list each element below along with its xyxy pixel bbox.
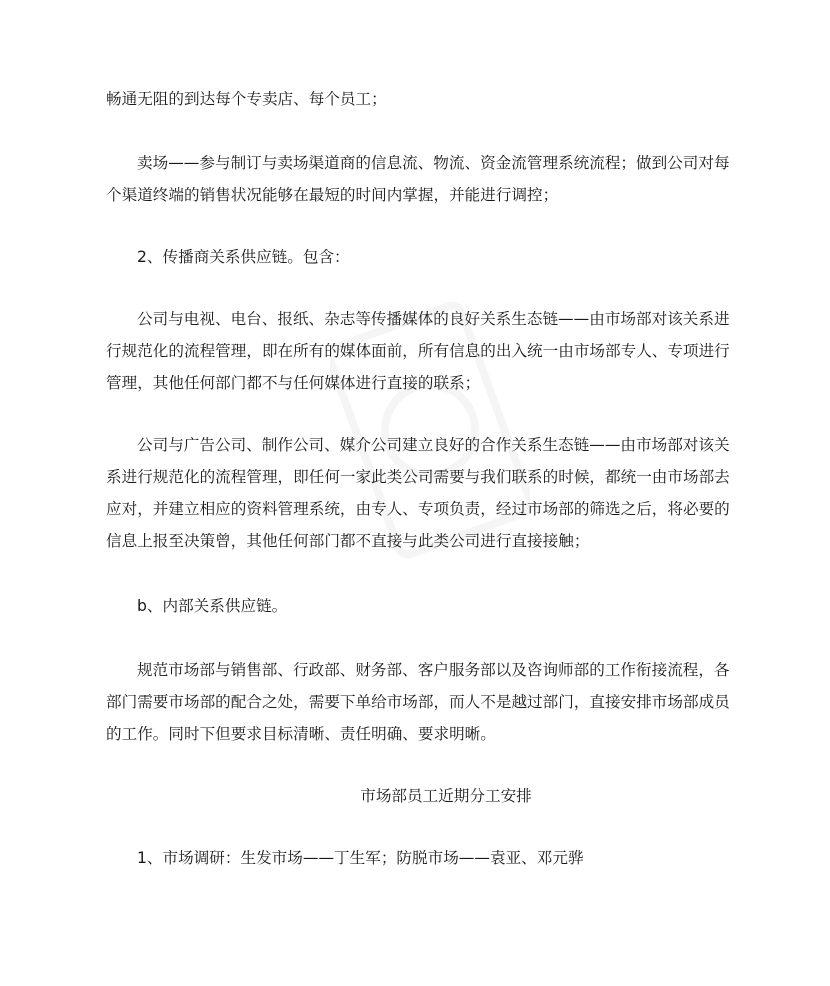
list-item-1: 1、市场调研：生发市场——丁生军；防脱市场——袁亚、邓元骅 <box>137 849 584 867</box>
paragraph-6: b、内部关系供应链。 <box>137 597 288 615</box>
paragraph-5: 公司与广告公司、制作公司、媒介公司建立良好的合作关系生态链——由市场部对该关系进行规范化的流程管理，即任何一家此类公司需要与我们联系的时候，都统一由市场部去应对，并建立相应的资料管理系统，由专人、专项负责，经过市场部的筛选之后，将必要的信息上报至决策曾，其他任何部门都不直接与此类公司进行直接接触； <box>106 436 730 550</box>
paragraph-1: 畅通无阻的到达每个专卖店、每个员工； <box>106 90 387 108</box>
section-title: 市场部员工近期分工安排 <box>360 787 532 805</box>
paragraph-4: 公司与电视、电台、报纸、杂志等传播媒体的良好关系生态链——由市场部对该关系进行规范化的流程管理，即在所有的媒体面前，所有信息的出入统一由市场部专人、专项进行管理，其他任何部门都不与任何媒体进行直接的联系； <box>106 310 730 392</box>
paragraph-7: 规范市场部与销售部、行政部、财务部、客户服务部以及咨询师部的工作衔接流程，各部门需要市场部的配合之处，需要下单给市场部，而人不是越过部门，直接安排市场部成员的工作。同时下但要求目标清晰、责任明确、要求明晰。 <box>106 661 730 743</box>
paragraph-3: 2、传播商关系供应链。包含： <box>137 248 350 266</box>
paragraph-2: 卖场——参与制订与卖场渠道商的信息流、物流、资金流管理系统流程；做到公司对每个渠道终端的销售状况能够在最短的时间内掌握，并能进行调控； <box>106 154 730 204</box>
